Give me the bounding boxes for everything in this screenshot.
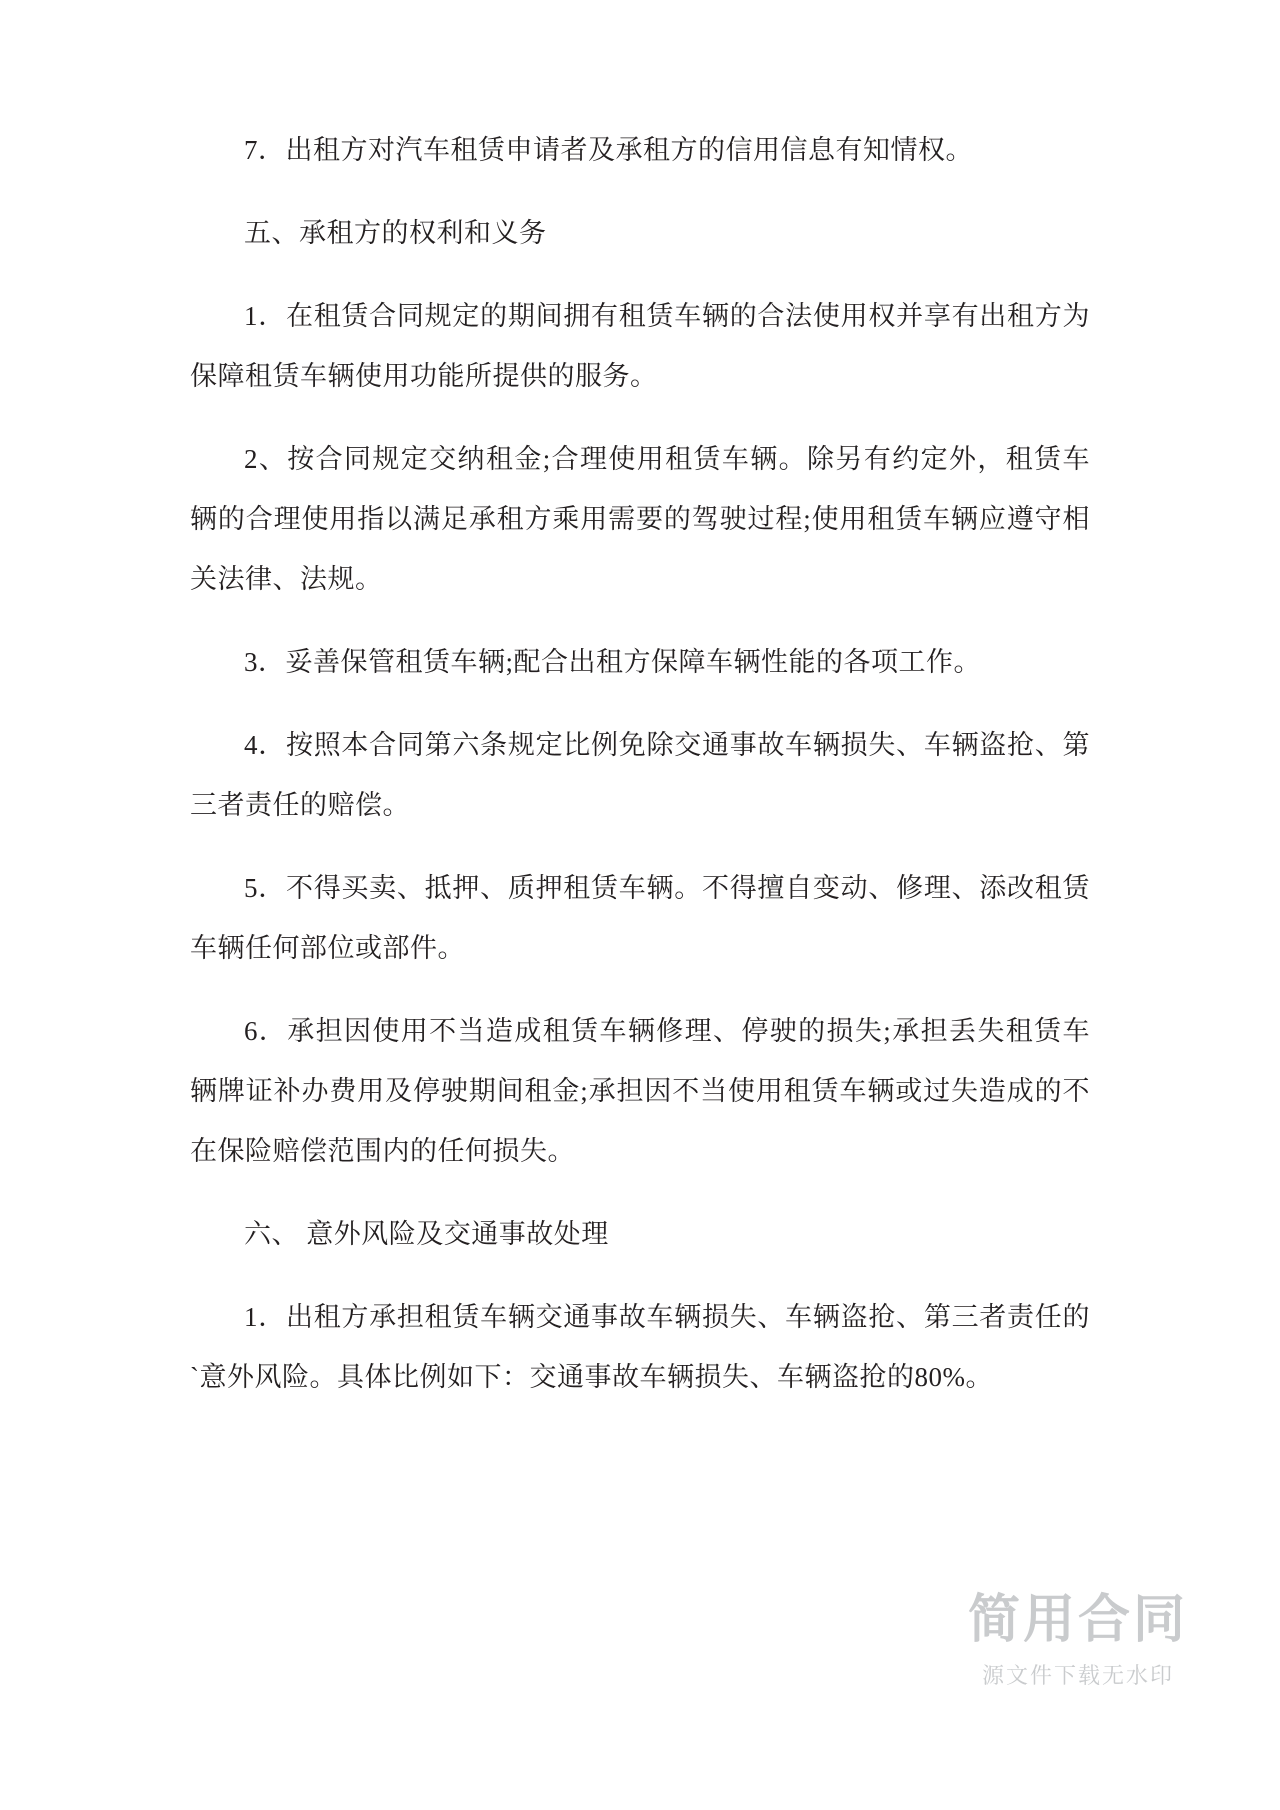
section-heading: 六、 意外风险及交通事故处理 — [244, 1219, 609, 1249]
document-body — [190, 120, 1090, 1430]
paragraph: 1．在租赁合同规定的期间拥有租赁车辆的合法使用权并享有出租方为保障租赁车辆使用功能所提供的服务。 — [190, 301, 1090, 391]
paragraph: 4．按照本合同第六条规定比例免除交通事故车辆损失、车辆盗抢、第三者责任的赔偿。 — [190, 730, 1090, 820]
paragraph: 1．出租方承担租赁车辆交通事故车辆损失、车辆盗抢、第三者责任的`意外风险。具体比例如下：交通事故车辆损失、车辆盗抢的80%。 — [190, 1302, 1090, 1392]
watermark — [928, 1592, 1228, 1690]
paragraph: 6．承担因使用不当造成租赁车辆修理、停驶的损失;承担丢失租赁车辆牌证补办费用及停驶期间租金;承担因不当使用租赁车辆或过失造成的不在保险赔偿范围内的任何损失。 — [190, 1016, 1090, 1166]
paragraph: 3．妥善保管租赁车辆;配合出租方保障车辆性能的各项工作。 — [244, 647, 982, 677]
watermark-title: 简用合同 — [967, 1590, 1188, 1649]
paragraph: 5．不得买卖、抵押、质押租赁车辆。不得擅自变动、修理、添改租赁车辆任何部位或部件。 — [190, 873, 1090, 963]
section-heading: 五、承租方的权利和义务 — [244, 218, 547, 248]
watermark-subtitle: 源文件下载无水印 — [981, 1663, 1174, 1688]
paragraph: 7．出租方对汽车租赁申请者及承租方的信用信息有知情权。 — [244, 135, 973, 165]
paragraph: 2、按合同规定交纳租金;合理使用租赁车辆。除另有约定外，租赁车辆的合理使用指以满足承租方乘用需要的驾驶过程;使用租赁车辆应遵守相关法律、法规。 — [190, 444, 1090, 594]
